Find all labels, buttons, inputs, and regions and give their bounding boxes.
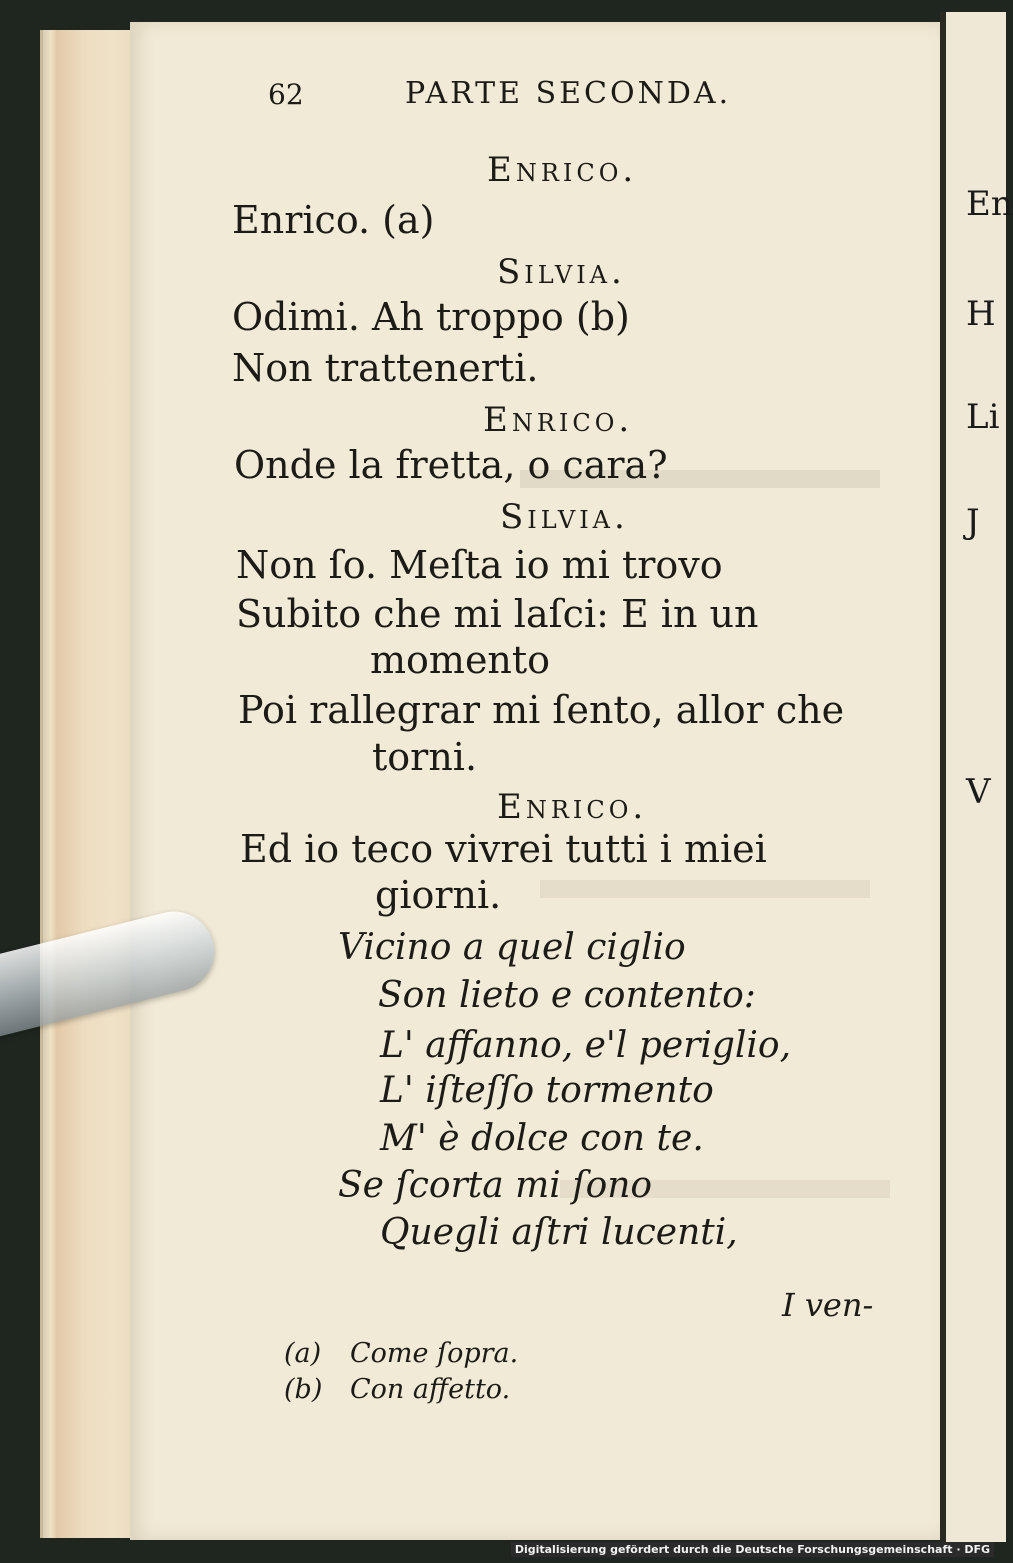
speaker-heading: Silvia. xyxy=(497,252,626,292)
verse-line: Non trattenerti. xyxy=(232,346,539,390)
verse-line: Poi rallegrar mi ſento, allor che xyxy=(238,688,845,732)
aria-line: L' affanno, e'l periglio, xyxy=(380,1025,792,1066)
verse-line: torni. xyxy=(372,735,478,779)
catchword: I ven- xyxy=(782,1286,874,1324)
aria-line: Vicino a quel ciglio xyxy=(338,927,686,968)
verse-line: momento xyxy=(370,638,551,682)
facing-page-fragment: J xyxy=(966,502,980,542)
verse-line: Non ſo. Meſta io mi trovo xyxy=(236,543,723,587)
verse-line: Ed io teco vivrei tutti i miei xyxy=(240,827,767,871)
verse-line: Subito che mi laſci: E in un xyxy=(236,592,759,636)
facing-page-fragment: En xyxy=(966,184,1013,224)
show-through-mark xyxy=(540,880,870,898)
page-number: 62 xyxy=(268,78,304,111)
aria-line: Son lieto e contento: xyxy=(378,975,756,1016)
speaker-heading: Enrico. xyxy=(483,400,634,440)
page-edge-stack xyxy=(40,30,143,1538)
footnote-mark: (b) xyxy=(284,1374,323,1405)
verse-line: giorni. xyxy=(375,873,502,917)
footnote-text: Con affetto. xyxy=(350,1374,511,1405)
aria-line: Se ſcorta mi ſono xyxy=(338,1165,653,1206)
footnote-mark: (a) xyxy=(284,1338,322,1369)
footnote-text: Come ſopra. xyxy=(350,1338,519,1369)
facing-page-fragment: V xyxy=(966,772,991,812)
verse-line: Enrico. (a) xyxy=(232,198,435,242)
verse-line: Odimi. Ah troppo (b) xyxy=(232,295,630,339)
facing-page-fragment: Li xyxy=(966,397,1000,437)
facing-page xyxy=(940,12,1013,1542)
speaker-heading: Enrico. xyxy=(497,787,648,827)
aria-line: L' iſteſſo tormento xyxy=(380,1070,714,1111)
facing-page-fragment: H xyxy=(966,294,996,334)
aria-line: Quegli aſtri lucenti, xyxy=(380,1212,738,1253)
digitization-credit: Digitalisierung gefördert durch die Deutsche Forschungsgemeinschaft · DFG xyxy=(511,1542,994,1557)
running-title: PARTE SECONDA. xyxy=(405,76,732,111)
aria-line: M' è dolce con te. xyxy=(380,1118,704,1159)
speaker-heading: Enrico. xyxy=(487,150,638,190)
speaker-heading: Silvia. xyxy=(500,497,629,537)
verse-line: Onde la fretta, o cara? xyxy=(234,443,668,487)
